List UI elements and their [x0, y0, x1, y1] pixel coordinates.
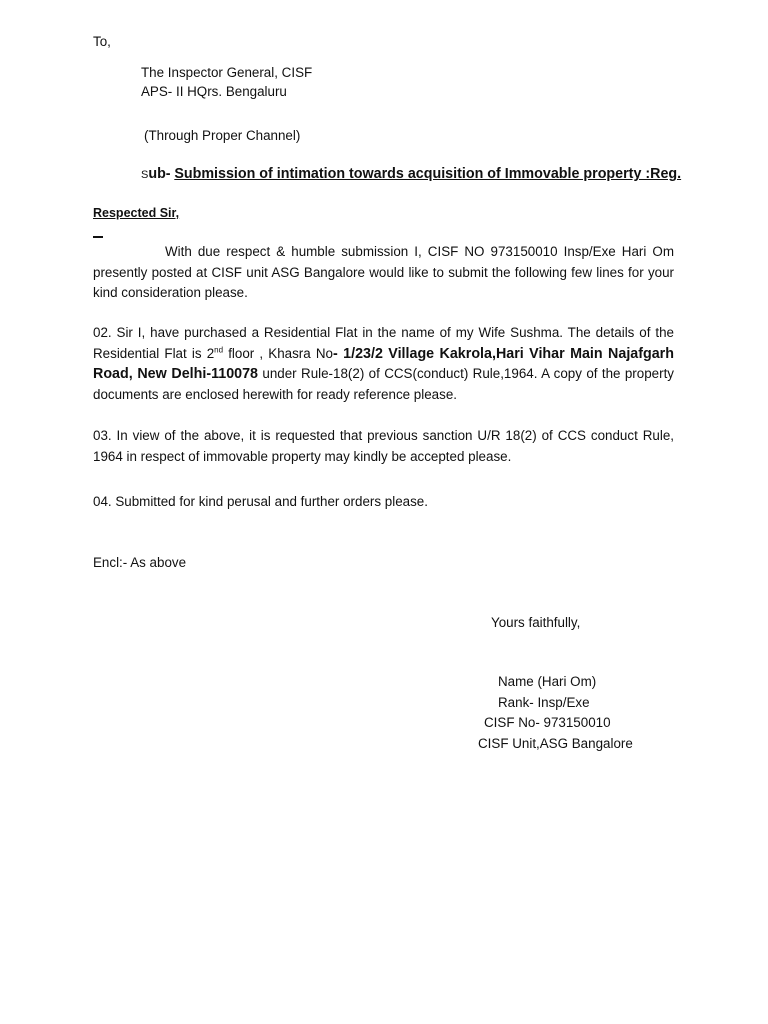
- paragraph-3: 03. In view of the above, it is requested that previous sanction U/R 18(2) of CCS conduct Rule, 1964 in respect of immovable property may kindly be accepted please.: [93, 428, 674, 464]
- closing-line: Yours faithfully,: [491, 615, 581, 630]
- addressee-line-2: APS- II HQrs. Bengaluru: [141, 84, 287, 99]
- ordinal-superscript: nd: [214, 345, 224, 355]
- subject-text: Submission of intimation towards acquisition of Immovable property :Reg.: [174, 166, 682, 182]
- signature-rank: Rank- Insp/Exe: [498, 695, 590, 710]
- paragraph-2-part-1: 02. Sir I, have purchased a Residential Flat in the name of my Wife Sushma. The details of the Residential Flat is 2: [93, 325, 674, 361]
- underscore-mark: [93, 236, 103, 238]
- to-line: To,: [93, 34, 111, 49]
- signature-cisf-no: CISF No- 973150010: [484, 715, 611, 730]
- signature-name: Name (Hari Om): [498, 674, 597, 689]
- subject-line: [141, 166, 681, 182]
- enclosure-line: Encl:- As above: [93, 555, 187, 570]
- addressee-line-1: The Inspector General, CISF: [141, 65, 313, 80]
- signature-unit: CISF Unit,ASG Bangalore: [478, 736, 633, 751]
- greeting: Respected Sir,: [93, 206, 180, 220]
- paragraph-2-part-3: under Rule-18(2) of CCS(conduct) Rule,1964. A copy of the property documents are enclosed herewith for ready reference please.: [93, 366, 674, 402]
- paragraph-2: [93, 323, 674, 405]
- subject-prefix-s: S: [141, 169, 149, 181]
- paragraph-4: 04. Submitted for kind perusal and further orders please.: [93, 494, 428, 509]
- paragraph-1: With due respect & humble submission I, CISF NO 973150010 Insp/Exe Hari Om presently posted at CISF unit ASG Bangalore would like to submit the following few lines for your kind consideration please.: [93, 244, 674, 300]
- property-address: - 1/23/2 Village Kakrola,Hari Vihar Main Najafgarh Road, New Delhi-110078: [93, 345, 674, 382]
- through-channel-line: (Through Proper Channel): [144, 128, 301, 143]
- subject-prefix: ub-: [148, 166, 171, 182]
- paragraph-2-part-2: floor , Khasra No: [223, 345, 333, 361]
